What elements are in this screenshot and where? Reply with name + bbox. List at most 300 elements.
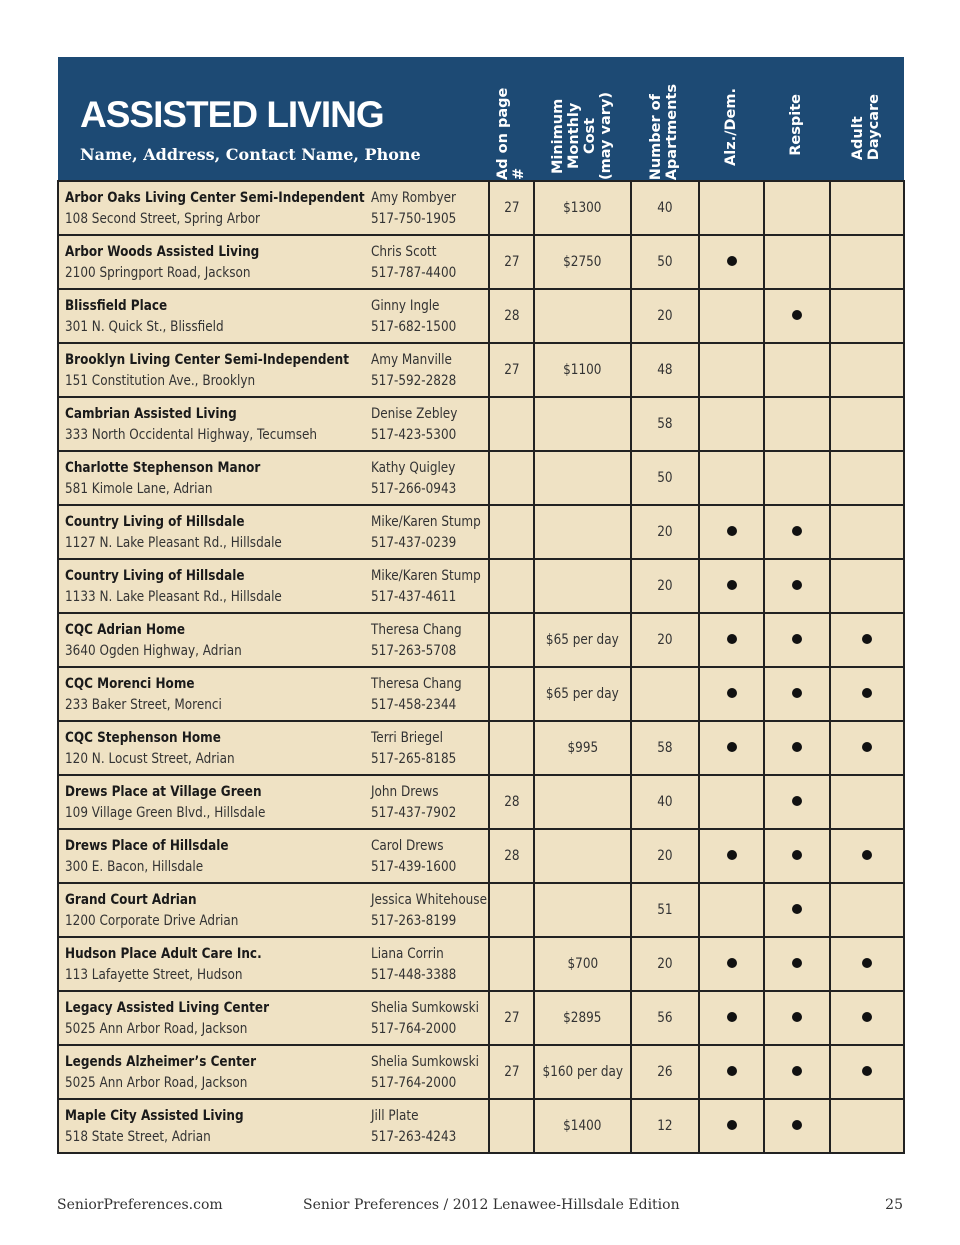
column-label-alz: Alz./Dem. — [722, 88, 739, 166]
bullet-icon — [862, 958, 872, 968]
min-cost-cell — [534, 397, 631, 451]
apartments-cell-value: 12 — [657, 1118, 673, 1134]
contact-name: Chris Scott — [371, 243, 437, 260]
table-row — [58, 667, 904, 721]
facility-name: CQC Morenci Home — [65, 675, 195, 692]
apartments-cell-value: 58 — [657, 740, 673, 756]
contact-cell — [365, 181, 489, 235]
facility-cell — [58, 1099, 365, 1153]
contact-phone: 517-263-4243 — [371, 1128, 457, 1145]
apartments-cell — [631, 883, 699, 937]
contact-cell — [365, 289, 489, 343]
apartments-cell — [631, 1099, 699, 1153]
contact-name: Shelia Sumkowski — [371, 1053, 479, 1070]
apartments-cell — [631, 235, 699, 289]
apartments-cell-value: 50 — [657, 470, 673, 486]
alz-cell — [699, 775, 764, 829]
bullet-icon — [862, 1066, 872, 1076]
contact-name: Kathy Quigley — [371, 459, 456, 476]
facility-address: 3640 Ogden Highway, Adrian — [65, 642, 242, 659]
contact-name: Denise Zebley — [371, 405, 458, 422]
apartments-cell — [631, 1045, 699, 1099]
bullet-icon — [792, 1066, 802, 1076]
min-cost-cell-value: $995 — [567, 740, 598, 756]
daycare-cell — [830, 289, 904, 343]
contact-phone: 517-458-2344 — [371, 696, 457, 713]
apartments-cell — [631, 289, 699, 343]
facility-cell — [58, 937, 365, 991]
apartments-cell — [631, 343, 699, 397]
ad-page-cell-value: 27 — [503, 1010, 520, 1026]
respite-cell — [764, 829, 830, 883]
facility-cell — [58, 1045, 365, 1099]
ad-page-cell-value: 27 — [503, 362, 520, 378]
min-cost-cell-value: $65 per day — [546, 686, 619, 702]
apartments-cell-value: 40 — [657, 200, 673, 216]
contact-phone: 517-437-7902 — [371, 804, 457, 821]
bullet-icon — [792, 688, 802, 698]
contact-cell — [365, 235, 489, 289]
facility-address: 300 E. Bacon, Hillsdale — [65, 858, 204, 875]
page-title: ASSISTED LIVING — [80, 94, 384, 135]
ad-page-cell — [489, 775, 534, 829]
bullet-icon — [792, 796, 802, 806]
facility-cell — [58, 451, 365, 505]
min-cost-cell-value: $160 per day — [542, 1064, 623, 1080]
apartments-cell-value: 20 — [657, 308, 673, 324]
daycare-cell — [830, 397, 904, 451]
table-row — [58, 181, 904, 235]
min-cost-cell-value: $2895 — [563, 1010, 602, 1026]
bullet-icon — [727, 1012, 737, 1022]
page-footer — [57, 1197, 903, 1217]
contact-name: Terri Briegel — [371, 729, 443, 746]
bullet-icon — [727, 1066, 737, 1076]
column-label-apartments: Number of Apartments — [648, 83, 680, 180]
facility-address: 113 Lafayette Street, Hudson — [65, 966, 243, 983]
table-row — [58, 289, 904, 343]
bullet-icon — [727, 580, 737, 590]
bullet-icon — [792, 904, 802, 914]
facility-address: 233 Baker Street, Morenci — [65, 696, 222, 713]
table-row — [58, 721, 904, 775]
respite-cell — [764, 343, 830, 397]
respite-cell — [764, 181, 830, 235]
ad-page-cell — [489, 397, 534, 451]
bullet-icon — [727, 958, 737, 968]
ad-page-cell-value: 28 — [503, 794, 520, 810]
column-label-daycare: Adult Daycare — [850, 93, 882, 160]
alz-cell — [699, 559, 764, 613]
respite-cell — [764, 235, 830, 289]
daycare-cell — [830, 883, 904, 937]
bullet-icon — [792, 742, 802, 752]
column-ad-page — [489, 57, 534, 181]
min-cost-cell — [534, 235, 631, 289]
bullet-icon — [862, 850, 872, 860]
daycare-cell — [830, 343, 904, 397]
ad-page-cell-value: 27 — [503, 200, 520, 216]
contact-phone: 517-439-1600 — [371, 858, 457, 875]
contact-cell — [365, 397, 489, 451]
bullet-icon — [792, 958, 802, 968]
min-cost-cell-value: $700 — [567, 956, 598, 972]
min-cost-cell — [534, 991, 631, 1045]
min-cost-cell-value: $2750 — [563, 254, 602, 270]
facility-address: 120 N. Locust Street, Adrian — [65, 750, 235, 767]
bullet-icon — [727, 256, 737, 266]
bullet-icon — [727, 634, 737, 644]
table-row — [58, 775, 904, 829]
daycare-cell — [830, 721, 904, 775]
apartments-cell-value: 20 — [657, 524, 673, 540]
bullet-icon — [727, 526, 737, 536]
min-cost-cell — [534, 937, 631, 991]
ad-page-cell — [489, 559, 534, 613]
table-row — [58, 451, 904, 505]
contact-phone: 517-263-8199 — [371, 912, 457, 929]
apartments-cell — [631, 991, 699, 1045]
column-apartments — [631, 57, 699, 181]
daycare-cell — [830, 1099, 904, 1153]
contact-cell — [365, 721, 489, 775]
contact-cell — [365, 667, 489, 721]
facility-address: 151 Constitution Ave., Brooklyn — [65, 372, 256, 389]
ad-page-cell — [489, 235, 534, 289]
min-cost-cell — [534, 289, 631, 343]
contact-name: John Drews — [371, 783, 439, 800]
ad-page-cell — [489, 991, 534, 1045]
facility-address: 2100 Springport Road, Jackson — [65, 264, 251, 281]
alz-cell — [699, 829, 764, 883]
daycare-cell — [830, 829, 904, 883]
alz-cell — [699, 1045, 764, 1099]
respite-cell — [764, 775, 830, 829]
min-cost-cell — [534, 829, 631, 883]
min-cost-cell-value: $1100 — [563, 362, 602, 378]
facility-name: Maple City Assisted Living — [65, 1107, 244, 1124]
min-cost-cell-value: $1300 — [563, 200, 602, 216]
assisted-living-sheet — [57, 57, 903, 1154]
contact-name: Amy Manville — [371, 351, 452, 368]
facility-name: Arbor Oaks Living Center Semi-Independent — [65, 189, 365, 206]
ad-page-cell — [489, 829, 534, 883]
facility-cell — [58, 721, 365, 775]
respite-cell — [764, 451, 830, 505]
facility-name: Drews Place of Hillsdale — [65, 837, 229, 854]
contact-cell — [365, 559, 489, 613]
facility-address: 108 Second Street, Spring Arbor — [65, 210, 261, 227]
bullet-icon — [792, 1120, 802, 1130]
contact-name: Ginny Ingle — [371, 297, 440, 314]
respite-cell — [764, 883, 830, 937]
respite-cell — [764, 289, 830, 343]
apartments-cell — [631, 613, 699, 667]
alz-cell — [699, 397, 764, 451]
ad-page-cell — [489, 505, 534, 559]
apartments-cell — [631, 505, 699, 559]
bullet-icon — [727, 1120, 737, 1130]
facility-address: 333 North Occidental Highway, Tecumseh — [65, 426, 318, 443]
facility-cell — [58, 397, 365, 451]
bullet-icon — [792, 310, 802, 320]
apartments-cell-value: 26 — [657, 1064, 673, 1080]
table-row — [58, 1045, 904, 1099]
contact-name: Jill Plate — [371, 1107, 419, 1124]
table-row — [58, 397, 904, 451]
respite-cell — [764, 1045, 830, 1099]
facility-name: CQC Stephenson Home — [65, 729, 221, 746]
daycare-cell — [830, 667, 904, 721]
bullet-icon — [727, 688, 737, 698]
contact-cell — [365, 1045, 489, 1099]
ad-page-cell-value: 28 — [503, 848, 520, 864]
min-cost-cell — [534, 667, 631, 721]
facility-address: 518 State Street, Adrian — [65, 1128, 211, 1145]
min-cost-cell — [534, 883, 631, 937]
alz-cell — [699, 505, 764, 559]
column-label-respite: Respite — [788, 94, 805, 156]
table-row — [58, 1099, 904, 1153]
contact-cell — [365, 505, 489, 559]
ad-page-cell — [489, 613, 534, 667]
daycare-cell — [830, 613, 904, 667]
apartments-cell-value: 40 — [657, 794, 673, 810]
table-row — [58, 613, 904, 667]
min-cost-cell — [534, 181, 631, 235]
contact-phone: 517-437-4611 — [371, 588, 457, 605]
min-cost-cell — [534, 451, 631, 505]
ad-page-cell — [489, 883, 534, 937]
facility-name: Country Living of Hillsdale — [65, 567, 245, 584]
ad-page-cell-value: 27 — [503, 1064, 520, 1080]
respite-cell — [764, 1099, 830, 1153]
facility-cell — [58, 613, 365, 667]
facility-cell — [58, 991, 365, 1045]
alz-cell — [699, 667, 764, 721]
contact-name: Jessica Whitehouse — [371, 891, 487, 908]
contact-name: Liana Corrin — [371, 945, 444, 962]
daycare-cell — [830, 775, 904, 829]
title-block — [58, 57, 489, 181]
contact-cell — [365, 343, 489, 397]
footer-page-number: 25 — [885, 1197, 903, 1213]
bullet-icon — [727, 850, 737, 860]
min-cost-cell-value: $1400 — [563, 1118, 602, 1134]
respite-cell — [764, 991, 830, 1045]
contact-name: Theresa Chang — [371, 675, 462, 692]
contact-phone: 517-423-5300 — [371, 426, 457, 443]
facility-address: 1200 Corporate Drive Adrian — [65, 912, 239, 929]
facility-name: Arbor Woods Assisted Living — [65, 243, 260, 260]
apartments-cell-value: 48 — [657, 362, 673, 378]
facility-cell — [58, 667, 365, 721]
apartments-cell — [631, 721, 699, 775]
table-row — [58, 559, 904, 613]
contact-name: Carol Drews — [371, 837, 444, 854]
assisted-living-table — [57, 57, 905, 1154]
contact-cell — [365, 883, 489, 937]
facility-cell — [58, 775, 365, 829]
apartments-cell — [631, 667, 699, 721]
contact-phone: 517-437-0239 — [371, 534, 457, 551]
contact-cell — [365, 775, 489, 829]
facility-name: Legends Alzheimer’s Center — [65, 1053, 257, 1070]
contact-phone: 517-764-2000 — [371, 1020, 457, 1037]
contact-phone: 517-448-3388 — [371, 966, 457, 983]
ad-page-cell — [489, 1099, 534, 1153]
contact-name: Mike/Karen Stump — [371, 567, 481, 584]
table-row — [58, 829, 904, 883]
facility-address: 1127 N. Lake Pleasant Rd., Hillsdale — [65, 534, 282, 551]
apartments-cell — [631, 775, 699, 829]
respite-cell — [764, 667, 830, 721]
daycare-cell — [830, 181, 904, 235]
respite-cell — [764, 505, 830, 559]
footer-website: SeniorPreferences.com — [57, 1197, 223, 1213]
min-cost-cell — [534, 721, 631, 775]
respite-cell — [764, 613, 830, 667]
bullet-icon — [792, 1012, 802, 1022]
bullet-icon — [792, 634, 802, 644]
apartments-cell — [631, 937, 699, 991]
column-alz — [699, 57, 764, 181]
bullet-icon — [792, 580, 802, 590]
daycare-cell — [830, 451, 904, 505]
ad-page-cell-value: 28 — [503, 308, 520, 324]
contact-phone: 517-682-1500 — [371, 318, 457, 335]
bullet-icon — [862, 634, 872, 644]
contact-cell — [365, 937, 489, 991]
facility-cell — [58, 559, 365, 613]
alz-cell — [699, 181, 764, 235]
table-row — [58, 235, 904, 289]
ad-page-cell — [489, 451, 534, 505]
apartments-cell-value: 56 — [657, 1010, 673, 1026]
facility-cell — [58, 289, 365, 343]
min-cost-cell — [534, 343, 631, 397]
ad-page-cell — [489, 181, 534, 235]
min-cost-cell — [534, 559, 631, 613]
contact-cell — [365, 613, 489, 667]
apartments-cell-value: 20 — [657, 848, 673, 864]
contact-cell — [365, 1099, 489, 1153]
table-row — [58, 937, 904, 991]
min-cost-cell-value: $65 per day — [546, 632, 619, 648]
ad-page-cell-value: 27 — [503, 254, 520, 270]
contact-name: Theresa Chang — [371, 621, 462, 638]
facility-name: CQC Adrian Home — [65, 621, 186, 638]
apartments-cell-value: 58 — [657, 416, 673, 432]
facility-address: 5025 Ann Arbor Road, Jackson — [65, 1074, 248, 1091]
table-row — [58, 343, 904, 397]
facility-cell — [58, 343, 365, 397]
daycare-cell — [830, 559, 904, 613]
alz-cell — [699, 991, 764, 1045]
daycare-cell — [830, 235, 904, 289]
contact-cell — [365, 829, 489, 883]
bullet-icon — [792, 850, 802, 860]
contact-name: Shelia Sumkowski — [371, 999, 479, 1016]
ad-page-cell — [489, 721, 534, 775]
ad-page-cell — [489, 289, 534, 343]
contact-phone: 517-265-8185 — [371, 750, 457, 767]
facility-cell — [58, 235, 365, 289]
contact-phone: 517-764-2000 — [371, 1074, 457, 1091]
apartments-cell-value: 20 — [657, 632, 673, 648]
daycare-cell — [830, 1045, 904, 1099]
contact-cell — [365, 991, 489, 1045]
footer-edition: Senior Preferences / 2012 Lenawee-Hillsdale Edition — [303, 1197, 680, 1213]
apartments-cell-value: 51 — [657, 902, 673, 918]
bullet-icon — [862, 1012, 872, 1022]
apartments-cell — [631, 397, 699, 451]
contact-name: Amy Rombyer — [371, 189, 456, 206]
alz-cell — [699, 451, 764, 505]
apartments-cell — [631, 451, 699, 505]
min-cost-cell — [534, 613, 631, 667]
facility-address: 301 N. Quick St., Blissfield — [65, 318, 224, 335]
facility-name: Drews Place at Village Green — [65, 783, 262, 800]
contact-name: Mike/Karen Stump — [371, 513, 481, 530]
facility-address: 5025 Ann Arbor Road, Jackson — [65, 1020, 248, 1037]
contact-phone: 517-592-2828 — [371, 372, 457, 389]
table-row — [58, 991, 904, 1045]
table-row — [58, 505, 904, 559]
column-min-cost — [534, 57, 631, 181]
table-row — [58, 883, 904, 937]
apartments-cell — [631, 181, 699, 235]
alz-cell — [699, 235, 764, 289]
facility-address: 1133 N. Lake Pleasant Rd., Hillsdale — [65, 588, 282, 605]
facility-name: Charlotte Stephenson Manor — [65, 459, 261, 476]
facility-name: Country Living of Hillsdale — [65, 513, 245, 530]
alz-cell — [699, 937, 764, 991]
column-respite — [764, 57, 830, 181]
min-cost-cell — [534, 775, 631, 829]
daycare-cell — [830, 937, 904, 991]
ad-page-cell — [489, 937, 534, 991]
alz-cell — [699, 343, 764, 397]
ad-page-cell — [489, 667, 534, 721]
contact-phone: 517-266-0943 — [371, 480, 457, 497]
facility-cell — [58, 829, 365, 883]
alz-cell — [699, 721, 764, 775]
facility-name: Legacy Assisted Living Center — [65, 999, 270, 1016]
apartments-cell-value: 50 — [657, 254, 673, 270]
apartments-cell — [631, 559, 699, 613]
min-cost-cell — [534, 1099, 631, 1153]
min-cost-cell — [534, 505, 631, 559]
facility-cell — [58, 883, 365, 937]
apartments-cell-value: 20 — [657, 578, 673, 594]
bullet-icon — [862, 742, 872, 752]
ad-page-cell — [489, 343, 534, 397]
min-cost-cell — [534, 1045, 631, 1099]
facility-cell — [58, 181, 365, 235]
daycare-cell — [830, 991, 904, 1045]
facility-name: Cambrian Assisted Living — [65, 405, 237, 422]
alz-cell — [699, 613, 764, 667]
column-label-min-cost: Minimum Monthly Cost (may vary) — [549, 91, 614, 180]
table-header — [58, 57, 904, 181]
ad-page-cell — [489, 1045, 534, 1099]
contact-phone: 517-263-5708 — [371, 642, 457, 659]
alz-cell — [699, 883, 764, 937]
facility-name: Brooklyn Living Center Semi-Independent — [65, 351, 350, 368]
facility-address: 109 Village Green Blvd., Hillsdale — [65, 804, 266, 821]
facility-address: 581 Kimole Lane, Adrian — [65, 480, 213, 497]
